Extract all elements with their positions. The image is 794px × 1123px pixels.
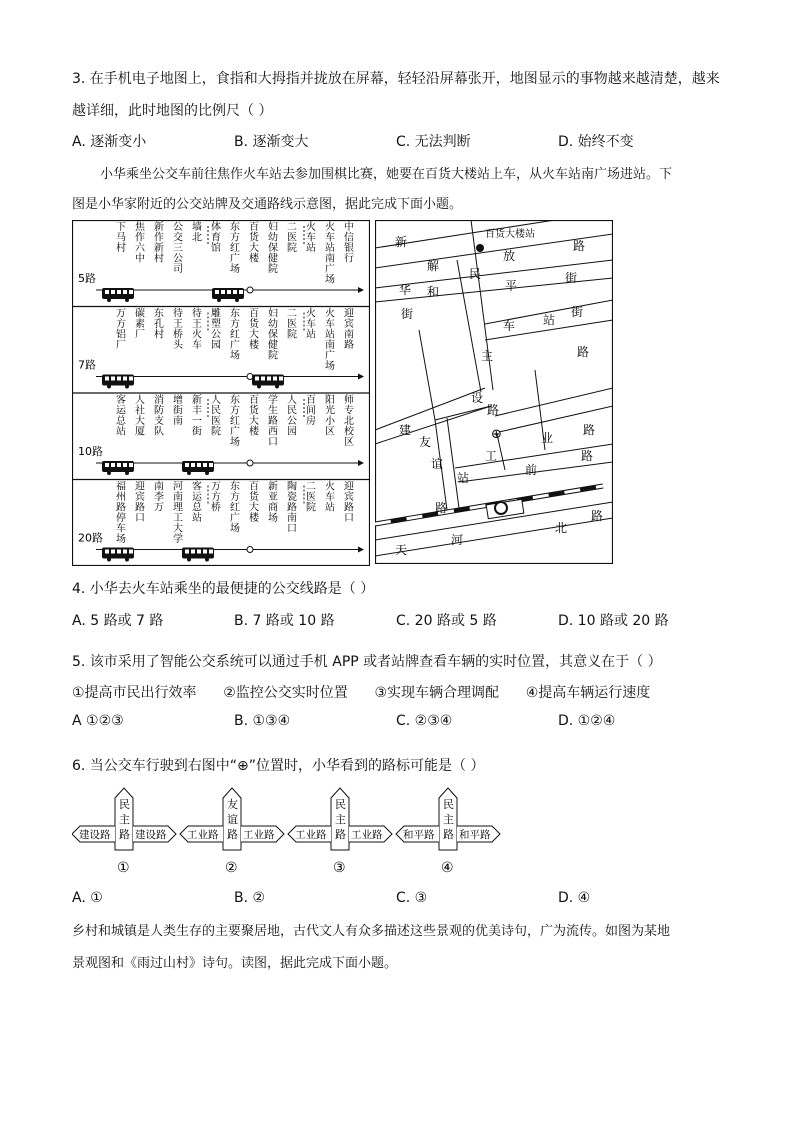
bus-route-board bbox=[72, 220, 370, 566]
route-stop: 迎宾路口 bbox=[344, 481, 354, 524]
road-label: 街 bbox=[565, 271, 578, 285]
road-signs bbox=[72, 784, 532, 878]
sign-vertical-label: 民主路 bbox=[119, 798, 130, 841]
route-stop: 妇幼保健院 bbox=[268, 222, 278, 275]
route-stop: 河南理工大学 bbox=[173, 481, 183, 545]
road-label: 路 bbox=[583, 423, 596, 437]
route-stop: 百货大楼 bbox=[249, 222, 259, 265]
route-stop: 火车站 bbox=[306, 222, 316, 254]
q4-text: 4. 小华去火车站乘坐的最便捷的公交线路是（ ） bbox=[72, 581, 375, 597]
road-label: 街 bbox=[571, 305, 584, 319]
route-stop: 雕塑公园 bbox=[211, 308, 221, 351]
sign-number: ③ bbox=[333, 860, 346, 876]
route-stop: 墙北 bbox=[192, 222, 202, 244]
route-stop: 公交三公司 bbox=[173, 222, 183, 275]
road-sign bbox=[180, 788, 284, 876]
route-stop: 体育馆 bbox=[211, 222, 221, 254]
road-label: 谊 bbox=[431, 457, 444, 471]
road-label: 新 bbox=[395, 235, 408, 249]
sign-number: ① bbox=[117, 860, 130, 876]
road-label: 河 bbox=[451, 533, 464, 547]
q6-option-d: D. ④ bbox=[558, 890, 591, 906]
route-stop: 万方铝厂 bbox=[116, 308, 126, 351]
sign-right-label: 工业路 bbox=[351, 829, 383, 841]
q6-option-a: A. ① bbox=[72, 890, 103, 906]
road-sign bbox=[396, 788, 500, 876]
route-stop: 碳素厂 bbox=[135, 308, 145, 341]
route-stop: 百间房 bbox=[306, 395, 316, 427]
route-stop: 消防支队 bbox=[154, 395, 164, 438]
road-label: 友 bbox=[419, 435, 432, 449]
q3-option-b: B. 逐渐变大 bbox=[234, 134, 309, 150]
road-label: 车 bbox=[503, 319, 516, 333]
sign-left-label: 和平路 bbox=[403, 829, 435, 841]
route-stop: 万方桥 bbox=[211, 481, 221, 514]
q5-option-b: B. ①③④ bbox=[234, 713, 291, 729]
route-stop: 新亚商场 bbox=[268, 481, 278, 524]
q6-option-c: C. ③ bbox=[396, 890, 428, 906]
q3-line1: 3. 在手机电子地图上，食指和大拇指并拢放在屏幕，轻轻沿屏幕张开，地图显示的事物越来越清楚，越来 bbox=[72, 71, 720, 87]
road-sign bbox=[72, 788, 176, 876]
map-station-label: 百货大楼站 bbox=[485, 229, 535, 240]
route-name: 20路 bbox=[78, 531, 103, 545]
route-stop: 迎宾路口 bbox=[135, 481, 145, 524]
road-label: 路 bbox=[581, 449, 594, 463]
traffic-map bbox=[375, 220, 613, 564]
q5-text: 5. 该市采用了智能公交系统可以通过手机 APP 或者站牌查看车辆的实时位置，其意义在于（ ） bbox=[72, 654, 662, 670]
road-label: 工 bbox=[485, 449, 498, 463]
road-label: 站 bbox=[543, 313, 556, 327]
road-label: 路 bbox=[573, 239, 586, 253]
road-label: 建 bbox=[399, 423, 412, 437]
road-label: 北 bbox=[555, 521, 568, 535]
intro1-line1: 小华乘坐公交车前往焦作火车站去参加围棋比赛，她要在百货大楼站上车，从火车站南广场进站。下 bbox=[100, 167, 673, 182]
route-stop: 二医院 bbox=[287, 222, 297, 254]
sign-left-label: 工业路 bbox=[187, 829, 219, 841]
road-label: 解 bbox=[427, 259, 440, 273]
road-label: 设 bbox=[471, 391, 484, 405]
route-stop: 人民医院 bbox=[211, 395, 221, 438]
route-stop: 妇幼保健院 bbox=[268, 308, 278, 362]
road-label: 路 bbox=[577, 345, 590, 359]
route-stop: 火车站南广场 bbox=[325, 222, 335, 286]
route-stop: 新丰一街 bbox=[192, 395, 202, 438]
route-stop: 增街南 bbox=[173, 395, 183, 427]
route-stop: 东方红广场 bbox=[230, 308, 240, 362]
road-label: 路 bbox=[435, 501, 448, 515]
route-stop: 百货大楼 bbox=[249, 308, 259, 351]
route-stop: 南李万 bbox=[154, 481, 164, 514]
route-stop: 二医院 bbox=[287, 308, 297, 341]
route-stop: 学生路西口 bbox=[268, 395, 278, 448]
route-stop: 师专北校区 bbox=[344, 395, 354, 448]
sign-vertical-label: 民主路 bbox=[443, 798, 454, 841]
sign-left-label: 工业路 bbox=[295, 829, 327, 841]
road-label: 路 bbox=[487, 403, 500, 417]
road-sign bbox=[288, 788, 392, 876]
q3-option-c: C. 无法判断 bbox=[396, 134, 471, 150]
q3-line2: 越详细，此时地图的比例尺（ ） bbox=[72, 103, 273, 119]
q4-option-b: B. 7 路或 10 路 bbox=[234, 613, 335, 629]
q4-option-d: D. 10 路或 20 路 bbox=[558, 613, 669, 629]
q6-option-b: B. ② bbox=[234, 890, 266, 906]
road-label: 天 bbox=[395, 543, 408, 557]
road-label: 街 bbox=[401, 307, 414, 321]
route-stop: 百货大楼 bbox=[249, 481, 259, 524]
intro1-line2: 图是小华家附近的公交站牌及交通路线示意图，据此完成下面小题。 bbox=[72, 197, 463, 212]
sign-right-label: 建设路 bbox=[135, 829, 167, 841]
route-stop: 火车站 bbox=[325, 481, 335, 514]
q6-text: 6. 当公交车行驶到右图中“⊕”位置时，小华看到的路标可能是（ ） bbox=[72, 758, 485, 774]
route-stop: 客运总站 bbox=[192, 481, 202, 524]
route-name: 5路 bbox=[78, 272, 96, 285]
route-stop: 下马村 bbox=[116, 222, 126, 254]
road-label: 主 bbox=[481, 349, 494, 363]
route-stop: 阳光小区 bbox=[325, 395, 335, 438]
sign-vertical-label: 友谊路 bbox=[227, 798, 238, 841]
route-stop: 百货大楼 bbox=[249, 395, 259, 438]
q3-option-a: A. 逐渐变小 bbox=[72, 134, 147, 150]
route-stop: 新作新村 bbox=[154, 222, 164, 265]
route-stop: 二医院 bbox=[306, 481, 316, 514]
map-marker-icon: ⊕ bbox=[491, 427, 502, 442]
sign-right-label: 和平路 bbox=[459, 829, 491, 841]
route-stop: 东方红广场 bbox=[230, 222, 240, 275]
road-label: 放 bbox=[503, 249, 516, 263]
road-label: 平 bbox=[505, 279, 518, 293]
route-stop: 人民公园 bbox=[287, 395, 297, 438]
route-name: 7路 bbox=[78, 358, 96, 372]
route-stop: 焦作六中 bbox=[135, 222, 145, 265]
route-name: 10路 bbox=[78, 445, 103, 458]
route-stop: 东孔村 bbox=[154, 308, 164, 341]
q5-option-c: C. ②③④ bbox=[396, 713, 453, 729]
route-stop: 迎宾南路 bbox=[344, 308, 354, 351]
route-stop: 东方红广场 bbox=[230, 481, 240, 535]
route-stop: 待王桥头 bbox=[173, 308, 183, 351]
route-stop: 客运总站 bbox=[116, 395, 126, 438]
q4-option-a: A. 5 路或 7 路 bbox=[72, 613, 164, 629]
sign-vertical-label: 民主路 bbox=[335, 798, 346, 841]
road-label: 华 bbox=[399, 283, 412, 297]
intro2-line2: 景观图和《雨过山村》诗句。读图，据此完成下面小题。 bbox=[72, 956, 398, 971]
road-label: 民 bbox=[469, 267, 482, 281]
route-stop: 东方红广场 bbox=[230, 395, 240, 448]
road-label: 路 bbox=[591, 509, 604, 523]
q4-option-c: C. 20 路或 5 路 bbox=[396, 613, 497, 629]
sign-number: ② bbox=[225, 860, 238, 876]
route-stop: 火车站 bbox=[306, 308, 316, 341]
sign-right-label: 工业路 bbox=[243, 829, 275, 841]
sign-left-label: 建设路 bbox=[79, 829, 111, 841]
route-stop: 待王火车 bbox=[192, 308, 202, 351]
road-label: 前 bbox=[525, 463, 538, 477]
route-stop: 人社大厦 bbox=[135, 395, 145, 438]
road-label: 站 bbox=[457, 471, 470, 485]
road-label: 和 bbox=[427, 285, 440, 299]
q5-option-a: A ①②③ bbox=[72, 713, 124, 729]
route-stop: 火车站南广场 bbox=[325, 308, 335, 372]
sign-number: ④ bbox=[441, 860, 454, 876]
route-stop: 中信银行 bbox=[344, 222, 354, 265]
route-stop: 陶瓷路南口 bbox=[287, 481, 297, 535]
q5-items: ①提高市民出行效率 ②监控公交实时位置 ③实现车辆合理调配 ④提高车辆运行速度 bbox=[72, 685, 651, 701]
q3-option-d: D. 始终不变 bbox=[558, 134, 634, 150]
intro2-line1: 乡村和城镇是人类生存的主要聚居地，古代文人有众多描述这些景观的优美诗句，广为流传。如图为某地 bbox=[72, 924, 671, 939]
road-label: 业 bbox=[541, 431, 554, 445]
q5-option-d: D. ①②④ bbox=[558, 713, 616, 729]
route-stop: 福州路停车场 bbox=[116, 481, 126, 545]
